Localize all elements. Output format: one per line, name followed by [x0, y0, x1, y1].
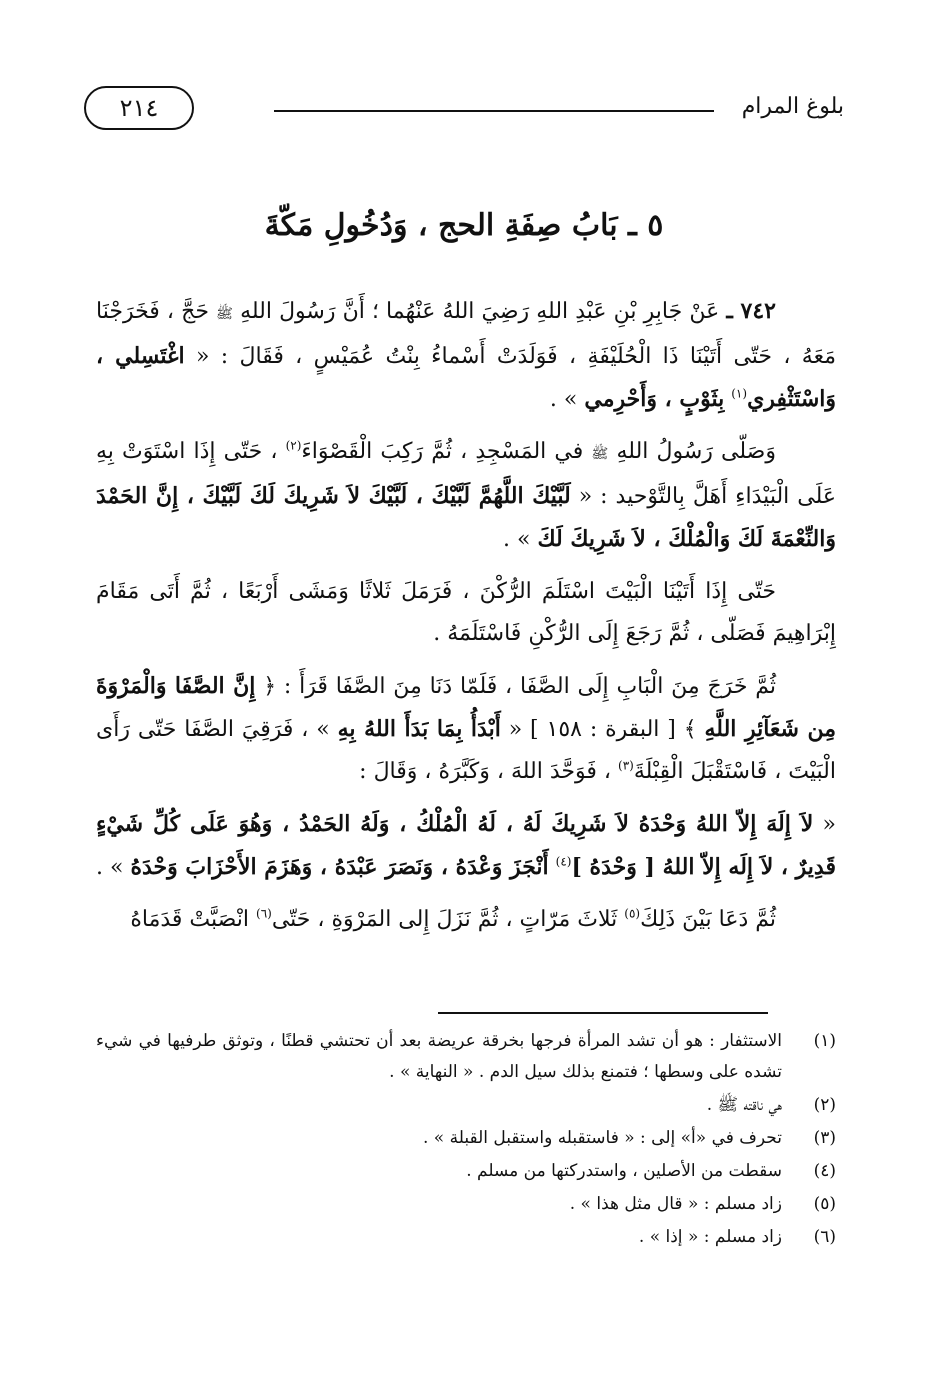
- footnote-text: تحرف في «أ» إلى : « فاستقبله واستقبل القبلة » .: [422, 1128, 782, 1148]
- footnote-item: [96, 1156, 836, 1187]
- text-run: ﴾ [ البقرة : ١٥٨ ] «: [508, 717, 697, 742]
- page-number: ٢١٤: [84, 86, 194, 130]
- footnote-ref-6: (٦): [256, 906, 272, 921]
- footnote-text: زاد مسلم : « قال مثل هذا » .: [569, 1194, 782, 1214]
- footnote-text: الاستثفار : هو أن تشد المرأة فرجها بخرقة عريضة بعد أن تحتشي قطنًا ، وتوثق طرفيها في شيء تشده على وسطها ؛ فتمنع بذلك سيل الدم . « النهاية » .: [96, 1031, 782, 1082]
- footnote-ref-3: (٣): [618, 758, 634, 773]
- footnotes-list: [96, 1026, 836, 1255]
- text-run: ثُمَّ خَرَجَ مِنَ الْبَابِ إِلَى الصَّفَا ، فَلَمّا دَنَا مِنَ الصَّفَا قَرَأَ : ﴿: [263, 674, 776, 699]
- footnote-ref-2: (٢): [285, 438, 302, 453]
- paragraph-4: [96, 665, 836, 793]
- text-run: وَصَلّى رَسُولُ اللهِ: [616, 439, 776, 464]
- footnote-ref-5: (٥): [624, 906, 641, 921]
- footnote-number: (١): [813, 1031, 836, 1051]
- footnote-item: [96, 1189, 836, 1220]
- text-run: ، فَوَحَّدَ اللهَ ، وَكَبَّرَهُ ، وَقَالَ :: [359, 759, 611, 784]
- footnote-item: [96, 1090, 836, 1121]
- text-run: » .: [503, 527, 531, 552]
- prophetic-speech: لاَ إِلَهَ إِلاّ اللهُ وَحْدَهُ لاَ شَرِيكَ لَهُ ، لَهُ الْمُلْكُ ، وَلَهُ الحَمْدُ ، وَهُوَ عَلَى كُلِّ شَيْءٍ قَدِيرٌ ، لاَ إِلَه إِلاّ اللهُ [ وَحْدَهُ ]: [96, 811, 836, 880]
- text-run: » .: [549, 387, 578, 412]
- text-run: ثُمَّ دَعَا بَيْنَ ذَلِكَ: [640, 907, 776, 932]
- salutation-glyph: ﷺ: [216, 306, 233, 322]
- text-run: انْصَبَّتْ قَدَمَاهُ: [130, 907, 249, 932]
- footnote-number: (٢): [813, 1095, 836, 1115]
- hadith-number: ٧٤٢ ـ: [726, 298, 776, 324]
- footnote-number: (٣): [813, 1128, 836, 1148]
- prophetic-speech: اغْتَسِلي ، وَاسْتَثْفِري: [96, 343, 836, 412]
- text-run: » .: [96, 855, 124, 880]
- hadith-text: [96, 290, 836, 951]
- footnote-ref-4: (٤): [555, 854, 572, 869]
- text-run: في المَسْجِدِ ، ثُمَّ رَكِبَ الْقَصْوَاءَ: [301, 439, 584, 464]
- prophetic-speech: أَنْجَزَ وَعْدَهُ ، وَنَصَرَ عَبْدَهُ ، وَهَزَمَ الأَحْزَابَ وَحْدَهُ: [130, 854, 549, 880]
- footnote-item: [96, 1222, 836, 1253]
- running-header: [84, 84, 844, 136]
- chapter-title: ٥ ـ بَابُ صِفَةِ الحج ، وَدُخُولِ مَكّةَ: [264, 208, 664, 243]
- quran-verse: إِنَّ الصَّفَا وَالْمَرْوَةَ مِن شَعَآئِرِ اللَّهِ: [96, 673, 837, 742]
- footnote-text: زاد مسلم : « إذا » .: [638, 1227, 782, 1247]
- footnote-item: [96, 1123, 836, 1154]
- text-run: ، حَتّى إِذَا اسْتَوَتْ بِهِ عَلَى الْبَيْدَاءِ أَهَلَّ بِالتَّوْحيد : «: [96, 439, 836, 509]
- footnote-number: (٥): [813, 1194, 836, 1214]
- footnote-ref-1: (١): [731, 386, 748, 401]
- paragraph-2: [96, 431, 836, 561]
- footnote-text: سقطت من الأصلين ، واستدركتها من مسلم .: [466, 1161, 782, 1181]
- paragraph-3: حَتّى إِذَا أَتَيْنَا الْبَيْتَ اسْتَلَمَ الرُّكْنَ ، فَرَمَلَ ثَلاثًا وَمَشَى أَرْبَعًا ، ثُمَّ أَتَى مَقَامَ إِبْرَاهِيمَ فَصَلّى ، ثُمَّ رَجَعَ إِلَى الرُّكْنِ فَاسْتَلَمَهُ .: [96, 579, 836, 646]
- text-run: عَنْ جَابِرِ بْنِ عَبْدِ اللهِ رَضِيَ اللهُ عَنْهُما ؛ أَنَّ رَسُولَ اللهِ: [240, 299, 720, 324]
- prophetic-speech: بِثَوْبٍ ، وَأَحْرِمي: [584, 386, 725, 412]
- prophetic-speech: أَبْدَأُ بِمَا بَدَأَ اللهُ بِهِ: [337, 716, 501, 742]
- footnote-separator: [438, 1012, 768, 1014]
- paragraph-5: [96, 803, 836, 889]
- footnote-text: هي ناقته ﷺ .: [706, 1095, 782, 1115]
- text-run: » ، فَرَقِيَ الصَّفَا حَتّى رَأَى الْبَيْتَ ، فَاسْتَقْبَلَ الْقِبْلَةَ: [96, 717, 836, 784]
- text-run: ثَلاثَ مَرّاتٍ ، ثُمَّ نَزَلَ إِلى المَرْوَةِ ، حَتّى: [271, 907, 618, 932]
- header-rule: [274, 110, 714, 112]
- salutation-glyph: ﷺ: [591, 446, 609, 462]
- footnote-number: (٦): [813, 1227, 836, 1247]
- footnote-number: (٤): [813, 1161, 836, 1181]
- book-title: بلوغ المرام: [741, 94, 844, 119]
- text-run: حَجَّ ، فَخَرَجْنَا مَعَهُ ، حَتّى أَتَيْنَا ذَا الْحُلَيْفَةِ ، فَوَلَدَتْ أَسْماءُ بِنْتُ عُمَيْسٍ ، فَقَالَ : «: [96, 299, 836, 369]
- paragraph-1: [96, 290, 836, 421]
- footnote-item: [96, 1026, 836, 1088]
- paragraph-6: [96, 899, 836, 941]
- text-run: «: [822, 812, 836, 837]
- talbiyah: لَبَّيْكَ اللَّهُمَّ لَبَّيْكَ ، لَبَّيْكَ لاَ شَرِيكَ لَكَ لَبَّيْكَ ، إِنَّ الحَمْدَ وَالنِّعْمَةَ لَكَ وَالْمُلْكَ ، لاَ شَرِيكَ لَكَ: [96, 483, 836, 552]
